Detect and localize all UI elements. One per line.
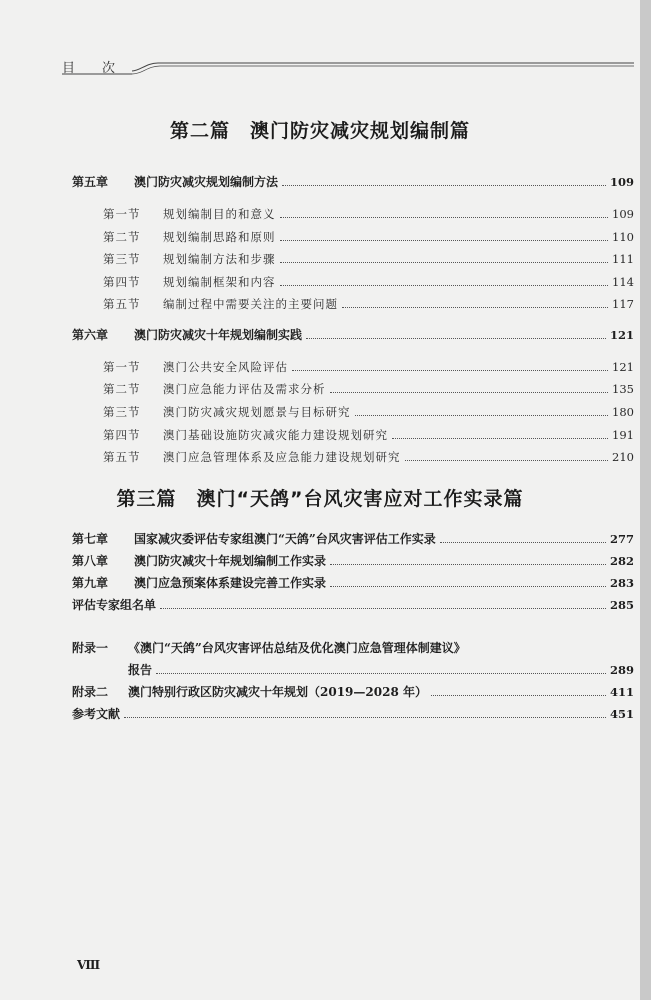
section-title: 规划编制思路和原则 [163, 230, 276, 244]
section-number: 第三节 [103, 252, 141, 266]
section-number: 第二节 [103, 230, 141, 244]
section-title: 规划编制方法和步骤 [163, 252, 276, 266]
section-title: 澳门应急能力评估及需求分析 [163, 382, 326, 396]
dot-leader [405, 459, 609, 461]
toc-appendix-row[interactable] [72, 684, 634, 700]
dot-leader [330, 585, 606, 587]
toc-chapter-row[interactable] [72, 327, 634, 343]
toc-section-row[interactable] [103, 381, 634, 397]
dot-leader [280, 216, 609, 218]
page-number: 282 [609, 554, 634, 568]
dot-leader [306, 337, 606, 339]
section-title: 澳门防灾减灾规划愿景与目标研究 [163, 405, 351, 419]
toc-section-row[interactable] [103, 296, 634, 312]
dot-leader [431, 694, 606, 696]
page-number: 114 [612, 275, 634, 289]
appendix-title-cont: 报告 [128, 663, 153, 677]
dot-leader [280, 284, 609, 286]
toc-section-row[interactable] [103, 229, 634, 245]
chapter-number: 第六章 [72, 328, 109, 342]
experts-title: 评估专家组名单 [72, 598, 157, 612]
page-number: 191 [612, 428, 634, 442]
dot-leader [392, 437, 608, 439]
section-title: 规划编制框架和内容 [163, 275, 276, 289]
section-number: 第四节 [103, 275, 141, 289]
page-number: 277 [609, 532, 634, 546]
page-number: 451 [609, 707, 634, 721]
section-number: 第四节 [103, 428, 141, 442]
section-number: 第二节 [103, 382, 141, 396]
page-number: 180 [612, 405, 634, 419]
page-number: 411 [609, 685, 634, 699]
part-title: 第二篇 澳门防灾减灾规划编制篇 [169, 120, 470, 142]
page-footer-number: VIII [77, 958, 100, 972]
toc-appendix-row[interactable] [72, 640, 572, 656]
book-spine-edge [640, 0, 651, 1000]
toc-chapter-row[interactable] [72, 575, 634, 591]
toc-chapter-row[interactable] [72, 553, 634, 569]
dot-leader [156, 672, 606, 674]
page-number: 283 [609, 576, 634, 590]
page-number: 111 [612, 252, 634, 266]
page-number: 285 [609, 598, 634, 612]
section-number: 第三节 [103, 405, 141, 419]
header-char-1: 目 [62, 61, 77, 76]
section-title: 澳门应急管理体系及应急能力建设规划研究 [163, 450, 401, 464]
dot-leader [282, 184, 606, 186]
chapter-title: 澳门防灾减灾十年规划编制实践 [134, 328, 303, 342]
chapter-title: 澳门防灾减灾十年规划编制工作实录 [134, 554, 327, 568]
dot-leader [342, 306, 608, 308]
dot-leader [280, 239, 609, 241]
chapter-title: 国家减灾委评估专家组澳门“天鸽”台风灾害评估工作实录 [134, 532, 436, 546]
appendix-number: 附录一 [72, 641, 109, 655]
page-number: 210 [612, 450, 634, 464]
section-number: 第一节 [103, 360, 141, 374]
chapter-number: 第五章 [72, 175, 109, 189]
appendix-title: 《澳门“天鸽”台风灾害评估总结及优化澳门应急管理体制建议》 [128, 641, 466, 655]
section-title: 澳门公共安全风险评估 [163, 360, 288, 374]
running-header [62, 57, 634, 77]
section-title: 编制过程中需要关注的主要问题 [163, 297, 338, 311]
toc-section-row[interactable] [103, 359, 634, 375]
dot-leader [280, 261, 609, 263]
page-number: 110 [612, 230, 634, 244]
section-title: 澳门基础设施防灾减灾能力建设规划研究 [163, 428, 388, 442]
page-number: 289 [609, 663, 634, 677]
section-title: 规划编制目的和意义 [163, 207, 276, 221]
header-rule-ornament [62, 57, 634, 77]
dot-leader [330, 563, 606, 565]
toc-section-row[interactable] [103, 404, 634, 420]
page-number: 135 [612, 382, 634, 396]
toc-section-row[interactable] [103, 206, 634, 222]
toc-section-row[interactable] [103, 427, 634, 443]
toc-chapter-row[interactable] [72, 531, 634, 547]
dot-leader [355, 414, 609, 416]
toc-appendix-row-cont[interactable] [128, 662, 634, 678]
page-number: 109 [609, 175, 634, 189]
page-number: 117 [612, 297, 634, 311]
chapter-number: 第九章 [72, 576, 109, 590]
page-number: 121 [609, 328, 634, 342]
page-number: 121 [612, 360, 634, 374]
toc-references-row[interactable] [72, 706, 634, 722]
toc-section-row[interactable] [103, 251, 634, 267]
chapter-title: 澳门应急预案体系建设完善工作实录 [134, 576, 327, 590]
toc-section-row[interactable] [103, 449, 634, 465]
section-number: 第五节 [103, 450, 141, 464]
dot-leader [160, 607, 606, 609]
appendix-title: 澳门特别行政区防灾减灾十年规划（2019—2028 年） [128, 685, 427, 699]
dot-leader [440, 541, 606, 543]
chapter-number: 第七章 [72, 532, 109, 546]
section-number: 第五节 [103, 297, 141, 311]
header-char-2: 次 [102, 61, 117, 76]
toc-section-row[interactable] [103, 274, 634, 290]
part-title: 第三篇 澳门“天鸽”台风灾害应对工作实录篇 [116, 488, 524, 510]
dot-leader [124, 716, 606, 718]
page-number: 109 [612, 207, 634, 221]
section-number: 第一节 [103, 207, 141, 221]
dot-leader [292, 369, 608, 371]
references-title: 参考文献 [72, 707, 121, 721]
header-label [62, 57, 142, 76]
appendix-number: 附录二 [72, 685, 109, 699]
toc-chapter-row[interactable] [72, 174, 634, 190]
dot-leader [330, 391, 609, 393]
chapter-number: 第八章 [72, 554, 109, 568]
toc-chapter-row[interactable] [72, 597, 634, 613]
chapter-title: 澳门防灾减灾规划编制方法 [134, 175, 279, 189]
